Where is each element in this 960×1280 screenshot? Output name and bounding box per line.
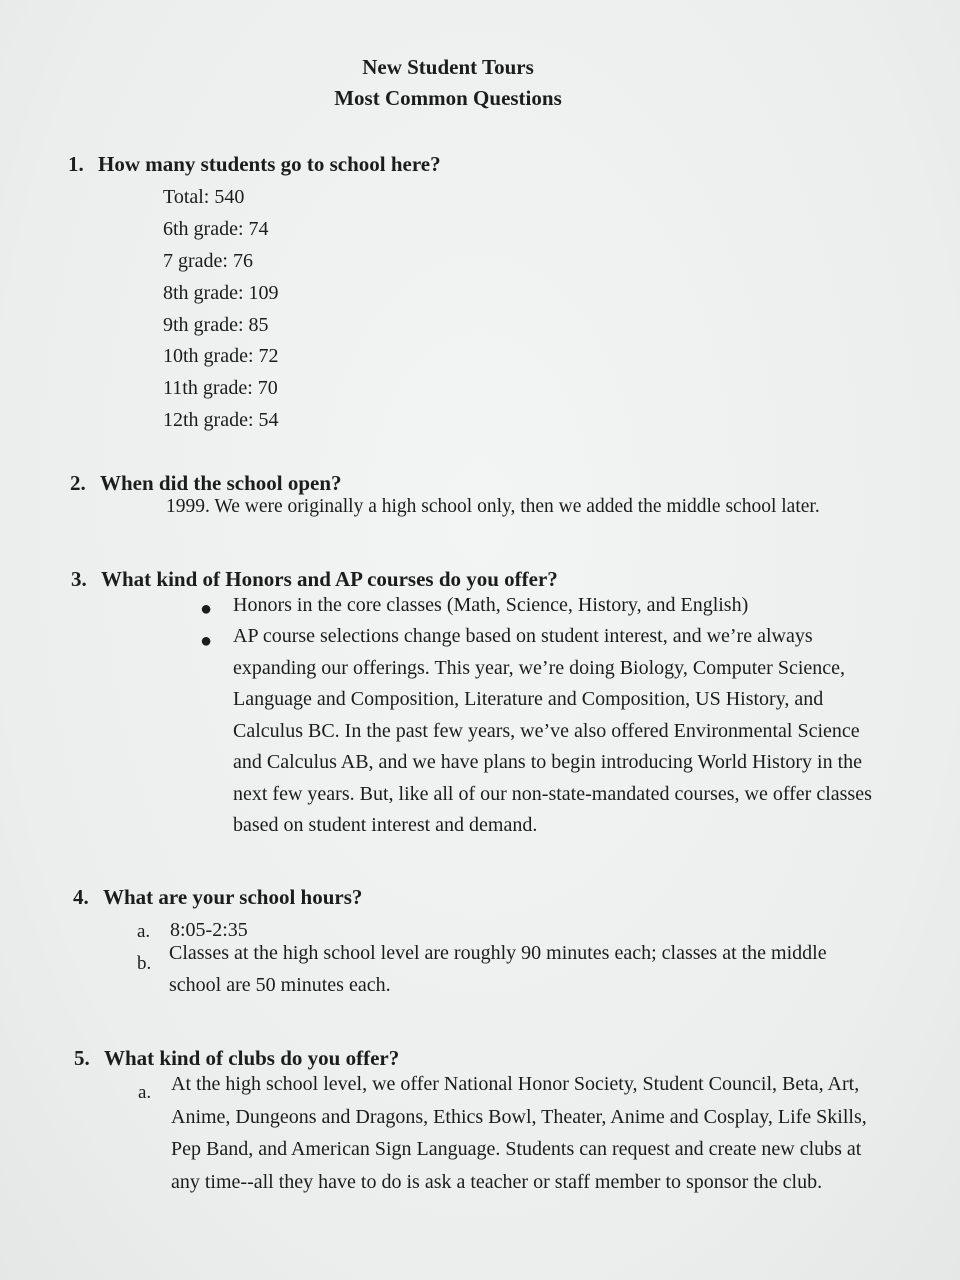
count-6th-grade: 6th grade: 74 [163,218,269,240]
bullet-item: Honors in the core classes (Math, Science, History, and English) [233,594,749,616]
count-7th-grade: 7 grade: 76 [163,250,253,272]
question-1 [68,152,441,177]
item-text: Classes at the high school level are roughly 90 minutes each; classes at the middle school are 50 minutes each. [169,942,827,996]
item-letter: a. [137,921,151,942]
document-subtitle: Most Common Questions [334,86,562,110]
question-text: What are your school hours? [103,885,363,909]
question-number: 4. [73,885,89,909]
count-10th-grade: 10th grade: 72 [163,345,279,367]
count-12th-grade: 12th grade: 54 [163,409,279,431]
item-text: At the high school level, we offer National Honor Society, Student Council, Beta, Art, Anime, Dungeons and Dragons, Ethics Bowl, Theater, Anime and Cosplay, Life Skills, Pep Band, and American Sign Language. Students can request and create new clubs at any time--all they have to do is ask a teacher or staff member to sponsor the club. [171,1073,867,1193]
bullet-icon: ● [200,598,213,620]
count-11th-grade: 11th grade: 70 [163,377,278,399]
item-text: 8:05-2:35 [170,919,248,941]
bullet-icon: ● [200,630,213,652]
question-4 [73,885,362,910]
question-number: 1. [68,152,84,176]
question-3 [71,567,558,592]
document-title: New Student Tours [362,55,534,79]
count-total: Total: 540 [163,186,245,208]
bullet-item: AP course selections change based on student interest, and we’re always expanding our offerings. This year, we’re doing Biology, Computer Science, Language and Composition, Literature and Composition, US History, and Calculus BC. In the past few years, we’ve also offered Environmental Science and Calculus AB, and we have plans to begin introducing World History in the next few years. But, like all of our non-state-mandated courses, we offer classes based on student interest and demand. [233,625,872,836]
question-number: 2. [70,471,86,495]
question-text: What kind of Honors and AP courses do you offer? [101,567,558,591]
question-text: How many students go to school here? [98,152,441,176]
item-letter: b. [137,953,152,974]
item-letter: a. [138,1082,152,1103]
question-text: When did the school open? [100,471,342,495]
count-8th-grade: 8th grade: 109 [163,282,279,304]
question-text: What kind of clubs do you offer? [104,1046,400,1070]
question-2 [70,471,342,496]
answer-text: 1999. We were originally a high school only, then we added the middle school later. [166,496,820,517]
question-number: 5. [74,1046,90,1070]
count-9th-grade: 9th grade: 85 [163,314,269,336]
question-number: 3. [71,567,87,591]
